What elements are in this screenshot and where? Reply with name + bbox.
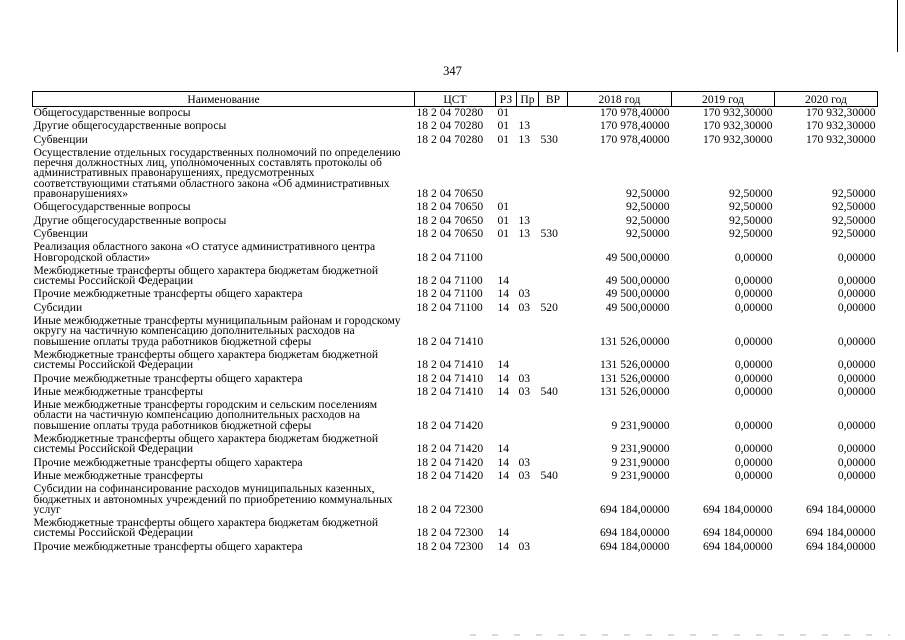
cell-rz [496, 146, 517, 200]
table-row [33, 146, 878, 200]
table-row [33, 264, 878, 288]
cell-name: Общегосударственные вопросы [33, 106, 191, 119]
cell-cst: 18 2 04 71420 [416, 455, 484, 469]
cell-pr: 03 [518, 287, 531, 301]
cell-pr: 13 [518, 132, 531, 146]
cell-2020: 170 932,30000 [805, 119, 876, 133]
cell-vr: 530 [540, 132, 558, 146]
cell-rz [496, 240, 517, 264]
cell-rz: 14 [497, 300, 510, 314]
cell-pr [517, 264, 539, 288]
cell-rz: 14 [497, 287, 510, 301]
table-row [33, 469, 878, 482]
cell-name: Иные межбюджетные трансферты [33, 384, 204, 398]
table-row [33, 398, 878, 432]
cell-2018: 9 231,90000 [611, 468, 670, 482]
cell-pr: 13 [518, 226, 531, 240]
cell-2019: 0,00000 [734, 250, 773, 264]
cell-pr [517, 107, 539, 120]
cell-2020: 694 184,00000 [805, 526, 876, 540]
cell-2020: 0,00000 [837, 455, 876, 469]
cell-name: Иные межбюджетные трансферты [33, 468, 204, 482]
table-row [33, 372, 878, 385]
cell-2020: 0,00000 [837, 334, 876, 348]
cell-rz: 01 [497, 106, 510, 119]
table-row [33, 133, 878, 146]
cell-vr: 540 [540, 468, 558, 482]
table-row [33, 107, 878, 120]
cell-vr [539, 200, 568, 213]
cell-2018: 131 526,00000 [599, 371, 670, 385]
cell-name: Субвенции [33, 132, 88, 146]
scan-artifact [470, 634, 890, 636]
table-row [33, 456, 878, 469]
table-row [33, 227, 878, 240]
cell-vr [539, 456, 568, 469]
cell-rz: 14 [497, 442, 510, 456]
cell-2020: 0,00000 [837, 371, 876, 385]
cell-cst: 18 2 04 71410 [416, 371, 484, 385]
cell-vr [539, 516, 568, 540]
cell-rz [496, 398, 517, 432]
cell-cst: 18 2 04 70280 [416, 132, 484, 146]
cell-2019: 694 184,00000 [702, 526, 773, 540]
cell-2020: 0,00000 [837, 300, 876, 314]
cell-2020: 170 932,30000 [805, 106, 876, 119]
page-number: 347 [443, 64, 462, 78]
cell-2020: 0,00000 [837, 418, 876, 432]
cell-pr: 03 [518, 300, 531, 314]
cell-name: Субсидии [33, 300, 83, 314]
cell-pr: 03 [518, 455, 531, 469]
cell-pr: 03 [518, 468, 531, 482]
cell-2020: 92,50000 [832, 226, 876, 240]
cell-cst: 18 2 04 70280 [416, 119, 484, 133]
cell-pr: 03 [518, 384, 531, 398]
cell-name: Другие общегосударственные вопросы [33, 213, 227, 227]
cell-vr [539, 107, 568, 120]
cell-2019: 0,00000 [734, 334, 773, 348]
cell-rz: 01 [497, 213, 510, 227]
cell-pr [517, 432, 539, 456]
cell-2019: 92,50000 [729, 187, 773, 201]
cell-cst: 18 2 04 71410 [416, 334, 484, 348]
table-row [33, 348, 878, 372]
cell-2018: 694 184,00000 [599, 526, 670, 540]
cell-name: Межбюджетные трансферты общего характера бюджетам бюджетной системы Российской Федерации [33, 516, 379, 540]
cell-2020: 694 184,00000 [805, 502, 876, 516]
cell-pr: 13 [518, 213, 531, 227]
cell-2018: 49 500,00000 [605, 300, 670, 314]
cell-2019: 92,50000 [729, 226, 773, 240]
cell-name: Межбюджетные трансферты общего характера бюджетам бюджетной системы Российской Федерации [33, 432, 379, 456]
cell-cst: 18 2 04 70650 [416, 187, 484, 201]
cell-2019: 0,00000 [734, 442, 773, 456]
cell-rz: 14 [497, 371, 510, 385]
cell-2019: 0,00000 [734, 300, 773, 314]
cell-vr: 520 [540, 300, 558, 314]
cell-2020: 92,50000 [832, 187, 876, 201]
cell-cst: 18 2 04 71420 [416, 442, 484, 456]
cell-rz: 01 [497, 119, 510, 133]
cell-cst: 18 2 04 71100 [416, 287, 483, 301]
cell-2018: 92,50000 [626, 187, 670, 201]
table-row [33, 516, 878, 540]
cell-2018: 9 231,90000 [611, 455, 670, 469]
cell-rz: 01 [497, 200, 510, 214]
table-row [33, 432, 878, 456]
cell-2020: 0,00000 [837, 384, 876, 398]
budget-table [32, 91, 878, 553]
cell-vr [539, 240, 568, 264]
cell-2018: 131 526,00000 [599, 334, 670, 348]
cell-rz [496, 482, 517, 516]
header-2019: 2019 год [672, 92, 775, 107]
cell-vr [539, 214, 568, 227]
table-row [33, 540, 878, 553]
cell-pr: 03 [518, 539, 531, 553]
cell-pr: 03 [518, 371, 531, 385]
cell-vr: 530 [540, 226, 558, 240]
cell-2018: 694 184,00000 [599, 502, 670, 516]
cell-2019: 170 932,30000 [702, 119, 773, 133]
cell-2018: 9 231,90000 [611, 418, 670, 432]
header-name: Наименование [33, 92, 415, 107]
cell-cst: 18 2 04 72300 [416, 539, 484, 553]
cell-name: Субвенции [33, 226, 88, 240]
cell-2020: 92,50000 [832, 213, 876, 227]
cell-2018: 92,50000 [626, 226, 670, 240]
cell-pr [517, 314, 539, 348]
cell-2019: 0,00000 [734, 274, 773, 288]
cell-name: Осуществление отдельных государственных полномочий по определению перечня должностных лиц, уполномоченных составлять протоколы об административных правонарушениях, предусмотренных соответствующими статьями областного закона «Об административных правонарушениях» [33, 145, 401, 201]
cell-2019: 0,00000 [734, 418, 773, 432]
cell-pr [517, 482, 539, 516]
header-rz: РЗ [496, 92, 517, 107]
cell-2018: 694 184,00000 [599, 539, 670, 553]
cell-2019: 92,50000 [729, 213, 773, 227]
cell-2019: 0,00000 [734, 455, 773, 469]
cell-vr [539, 314, 568, 348]
cell-name: Субсидии на софинансирование расходов муниципальных казенных, бюджетных и автономных учреждений по приобретению коммунальных услуг [33, 482, 393, 516]
cell-vr [539, 372, 568, 385]
cell-pr [517, 146, 539, 200]
cell-pr: 13 [518, 119, 531, 133]
cell-rz: 01 [497, 132, 510, 146]
cell-2020: 0,00000 [837, 287, 876, 301]
cell-name: Другие общегосударственные вопросы [33, 119, 227, 133]
cell-2018: 131 526,00000 [599, 358, 670, 372]
cell-cst: 18 2 04 71100 [416, 300, 483, 314]
cell-vr [539, 432, 568, 456]
cell-cst: 18 2 04 72300 [416, 526, 484, 540]
cell-rz: 14 [497, 455, 510, 469]
cell-2019: 694 184,00000 [702, 539, 773, 553]
cell-2019: 694 184,00000 [702, 502, 773, 516]
header-pr: Пр [517, 92, 539, 107]
cell-2019: 170 932,30000 [702, 132, 773, 146]
page-edge-line [897, 0, 898, 52]
cell-vr [539, 146, 568, 200]
cell-name: Иные межбюджетные трансферты муниципальным районам и городскому округу на частичную компенсацию дополнительных расходов на повышение оплаты труда работников бюджетной сферы [33, 314, 401, 348]
cell-rz: 14 [497, 358, 510, 372]
cell-name: Прочие межбюджетные трансферты общего характера [33, 455, 303, 469]
cell-vr [539, 540, 568, 553]
cell-cst: 18 2 04 71410 [416, 384, 484, 398]
cell-cst: 18 2 04 72300 [416, 502, 484, 516]
cell-2018: 49 500,00000 [605, 250, 670, 264]
cell-2018: 49 500,00000 [605, 274, 670, 288]
cell-2018: 170 978,40000 [599, 119, 670, 133]
cell-2018: 92,50000 [626, 213, 670, 227]
cell-name: Общегосударственные вопросы [33, 200, 191, 214]
cell-2018: 49 500,00000 [605, 287, 670, 301]
header-2020: 2020 год [775, 92, 878, 107]
cell-cst: 18 2 04 71410 [416, 358, 484, 372]
cell-name: Прочие межбюджетные трансферты общего характера [33, 539, 303, 553]
cell-2018: 9 231,90000 [611, 442, 670, 456]
cell-vr: 540 [540, 384, 558, 398]
cell-cst: 18 2 04 71420 [416, 468, 484, 482]
cell-2019: 92,50000 [729, 200, 773, 214]
cell-2020: 694 184,00000 [805, 539, 876, 553]
cell-2018: 170 978,40000 [599, 132, 670, 146]
cell-cst: 18 2 04 70650 [416, 200, 484, 214]
header-vr: ВР [539, 92, 568, 107]
table-row [33, 240, 878, 264]
cell-pr [517, 398, 539, 432]
cell-vr [539, 348, 568, 372]
header-2018: 2018 год [568, 92, 672, 107]
table-row [33, 200, 878, 213]
cell-name: Прочие межбюджетные трансферты общего характера [33, 287, 303, 301]
cell-pr [517, 200, 539, 213]
cell-rz: 14 [497, 526, 510, 540]
cell-name: Прочие межбюджетные трансферты общего характера [33, 371, 303, 385]
cell-vr [539, 119, 568, 132]
cell-2019: 0,00000 [734, 384, 773, 398]
cell-2019: 0,00000 [734, 371, 773, 385]
cell-rz: 01 [497, 226, 510, 240]
cell-2019: 0,00000 [734, 287, 773, 301]
cell-vr [539, 287, 568, 300]
table-row [33, 314, 878, 348]
cell-2020: 0,00000 [837, 250, 876, 264]
cell-cst: 18 2 04 70650 [416, 226, 484, 240]
table-row [33, 385, 878, 398]
cell-name: Межбюджетные трансферты общего характера бюджетам бюджетной системы Российской Федерации [33, 263, 379, 288]
cell-2018: 92,50000 [626, 200, 670, 214]
cell-rz [496, 314, 517, 348]
cell-cst: 18 2 04 70280 [416, 106, 484, 119]
cell-vr [539, 398, 568, 432]
table-header-row [33, 92, 878, 107]
cell-cst: 18 2 04 71100 [416, 250, 483, 264]
table-body [33, 107, 878, 553]
cell-cst: 18 2 04 71100 [416, 274, 483, 288]
cell-name: Иные межбюджетные трансферты городским и сельским поселениям области на частичную компенсацию дополнительных расходов на повышение оплаты труда работников бюджетной сферы [33, 398, 378, 432]
table-row [33, 287, 878, 300]
cell-pr [517, 240, 539, 264]
table-row [33, 119, 878, 132]
cell-cst: 18 2 04 70650 [416, 213, 484, 227]
table-row [33, 214, 878, 227]
table-row [33, 301, 878, 314]
cell-2020: 170 932,30000 [805, 132, 876, 146]
table-row [33, 482, 878, 516]
cell-pr [517, 348, 539, 372]
cell-vr [539, 264, 568, 288]
cell-2018: 131 526,00000 [599, 384, 670, 398]
cell-rz: 14 [497, 539, 510, 553]
cell-2019: 0,00000 [734, 468, 773, 482]
cell-name: Межбюджетные трансферты общего характера бюджетам бюджетной системы Российской Федерации [33, 347, 379, 372]
cell-rz: 14 [497, 274, 510, 288]
cell-name: Реализация областного закона «О статусе административного центра Новгородской области» [33, 240, 376, 264]
cell-2020: 0,00000 [837, 274, 876, 288]
cell-2019: 0,00000 [734, 358, 773, 372]
cell-vr [539, 482, 568, 516]
cell-2018: 170 978,40000 [599, 106, 670, 119]
cell-rz: 14 [497, 468, 510, 482]
cell-2020: 0,00000 [837, 442, 876, 456]
header-cst: ЦСТ [415, 92, 496, 107]
cell-cst: 18 2 04 71420 [416, 418, 484, 432]
cell-2019: 170 932,30000 [702, 106, 773, 119]
cell-2020: 0,00000 [837, 468, 876, 482]
cell-pr [517, 516, 539, 540]
cell-2020: 92,50000 [832, 200, 876, 214]
cell-rz: 14 [497, 384, 510, 398]
cell-2020: 0,00000 [837, 358, 876, 372]
